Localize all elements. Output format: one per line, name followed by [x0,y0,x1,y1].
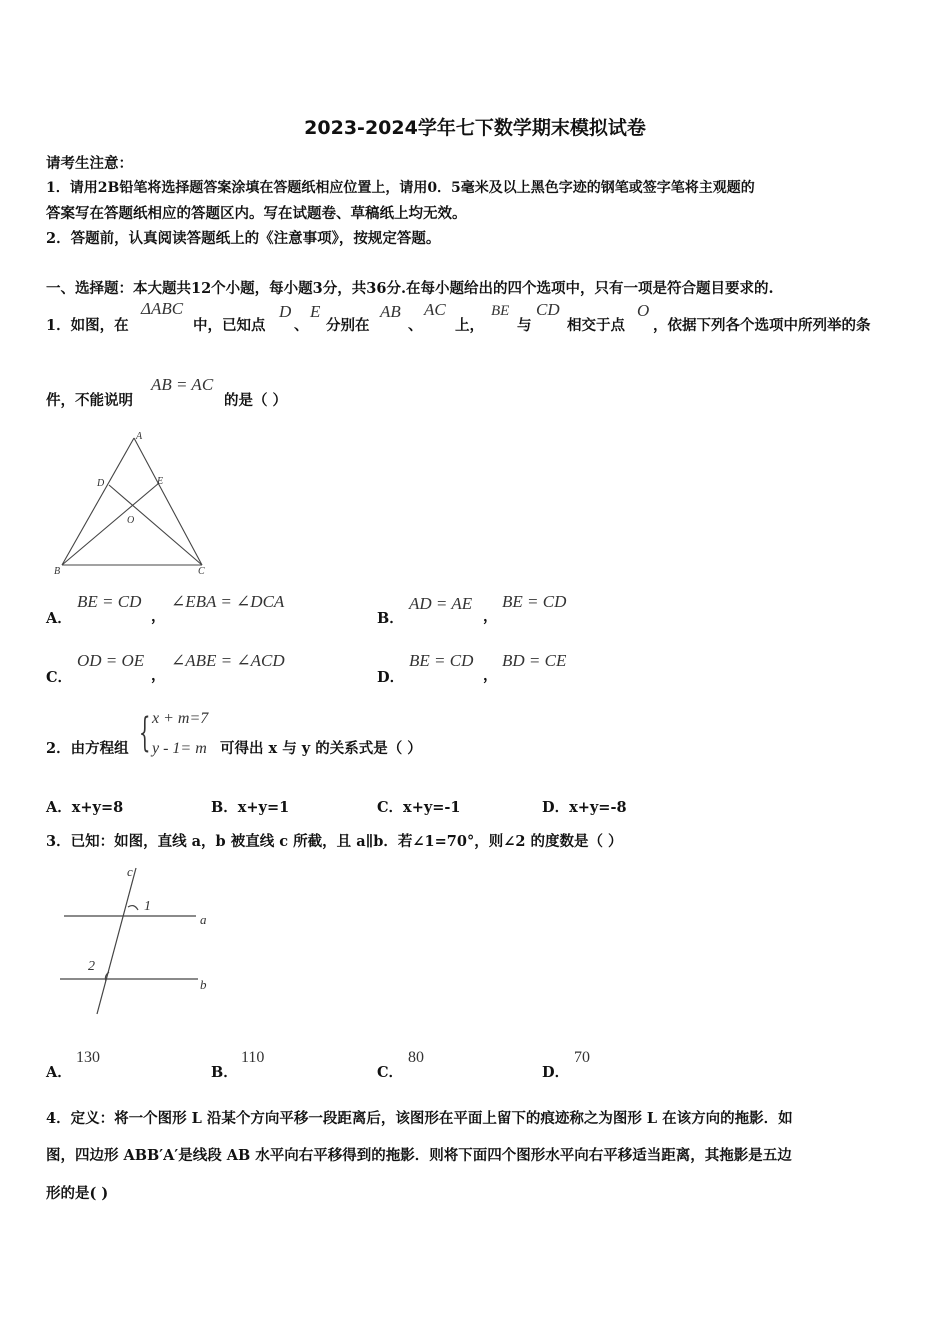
q2-option-d[interactable] [542,796,627,817]
q1-option-c-expr-1: OD = OE [77,651,145,670]
page-title: 2023-2024学年七下数学期末模拟试卷 [304,117,646,139]
q2-option-b[interactable] [211,796,289,817]
q1-option-c-label: C． [46,669,73,686]
q3-option-d-label: D． [542,1064,570,1081]
notice-heading: 请考生注意： [46,155,133,172]
q1-math-be: BE [491,303,510,319]
q2-option-c[interactable] [377,796,461,817]
notice-line-1b: 答案写在答题纸相应的答题区内。写在试题卷、草稿纸上均无效。 [46,205,467,222]
q2-brace: { [139,710,151,756]
q1-text-7: 与 [517,317,532,334]
q1-option-c-sep: ， [151,667,166,684]
q1-math-o: O [637,301,650,320]
q3-option-b-value: 110 [241,1049,265,1066]
q1-triangle-figure [52,428,212,578]
q1-option-b-label: B． [377,610,404,627]
q1-math-triangle: ΔABC [141,299,184,318]
q1-text-3: 、 [294,317,309,334]
q4-line-1: 4．定义：将一个图形 L 沿某个方向平移一段距离后，该图形在平面上留下的痕迹称之为图形 L 在该方向的拖影．如 [46,1110,793,1127]
section-heading: 一、选择题：本大题共12个小题，每小题3分，共36分.在每小题给出的四个选项中，只有一项是符合题目要求的. [46,280,774,297]
q1-math-ac: AC [424,300,446,319]
q3-option-b-label: B． [211,1064,238,1081]
q4-line-3: 形的是( ) [46,1185,109,1202]
q2-option-b-label: B． [211,799,238,816]
q1-fig-label-o: O [127,515,135,526]
q1-option-b-expr-2: BE = CD [502,592,567,611]
q1-fig-label-c: C [198,566,205,577]
q3-option-c-label: C． [377,1064,404,1081]
q1-option-d-sep: ， [483,667,498,684]
q3-parallel-lines-figure [52,860,222,1020]
q2-text-1: 2．由方程组 [46,740,129,757]
notice-line-2: 2．答题前，认真阅读答题纸上的《注意事项》，按规定答题。 [46,230,441,247]
q1-option-a-expr-1: BE = CD [77,592,142,611]
q3-option-d-value: 70 [574,1049,590,1066]
q1-option-d-expr-2: BD = CE [502,651,567,670]
q3-fig-label-b: b [200,977,207,992]
q1-option-d-label: D． [377,669,405,686]
q1-text-6: 上， [455,317,484,334]
q2-equation-1: x + m=7 [152,710,209,727]
q2-option-a-label: A． [46,799,72,816]
q2-option-c-text: x+y=-1 [403,799,461,816]
q3-option-a-value: 130 [76,1049,100,1066]
q1-text-2: 中，已知点 [193,317,266,334]
q1-option-b-expr-1: AD = AE [409,594,473,613]
q1-text-9: ，依据下列各个选项中所列举的条 [653,317,871,334]
q1-math-d: D [279,302,292,321]
q1-option-c-expr-2: ∠ABE = ∠ACD [171,651,285,670]
q1-text-5: 、 [408,317,423,334]
q1-fig-label-e: E [157,476,164,487]
q4-line-2: 图，四边形 ABB′A′是线段 AB 水平向右平移得到的拖影．则将下面四个图形水平向右平移适当距离，其拖影是五边 [46,1147,792,1164]
q2-option-a-text: x+y=8 [71,799,124,816]
q1-option-b-sep: ， [483,608,498,625]
q3-fig-label-1: 1 [144,899,151,914]
q1-fig-label-b: B [54,566,61,577]
q2-option-c-label: C． [377,799,404,816]
q2-text-2: 可得出 x 与 y 的关系式是（ ） [220,740,422,757]
q3-text: 3．已知：如图，直线 a，b 被直线 c 所截，且 a∥b．若∠1=70°，则∠2 的度数是（ ） [46,833,623,850]
q1-option-d-expr-1: BE = CD [409,651,474,670]
q2-option-d-label: D． [542,799,570,816]
q3-fig-label-c: c [127,864,133,879]
q1-fig-label-d: D [97,478,105,489]
q2-option-b-text: x+y=1 [237,799,290,816]
q1-option-a-sep: ， [151,608,166,625]
q1-math-cd: CD [536,300,560,319]
q3-option-a-label: A． [46,1064,72,1081]
q2-equation-2: y - 1= m [152,740,207,757]
q1-math-ab-ac: AB = AC [151,375,214,394]
q1-text-11: 的是（ ） [224,392,288,409]
q2-option-a[interactable] [46,796,123,817]
q3-option-c-value: 80 [408,1049,424,1066]
q1-option-a-expr-2: ∠EBA = ∠DCA [171,592,285,611]
q2-option-d-text: x+y=-8 [569,799,627,816]
q3-fig-label-a: a [200,912,207,927]
q1-text-4: 分别在 [326,317,370,334]
q3-fig-label-2: 2 [88,959,95,974]
q1-fig-label-a: A [136,431,143,442]
q1-option-a-label: A． [46,610,72,627]
q1-math-ab: AB [380,302,401,321]
q1-text-10: 件，不能说明 [46,392,133,409]
q1-math-e: E [310,302,321,321]
q1-text-8: 相交于点 [567,317,625,334]
notice-line-1a: 1．请用2B铅笔将选择题答案涂填在答题纸相应位置上，请用0．5毫米及以上黑色字迹的钢笔或签字笔将主观题的 [46,180,755,196]
q1-text-1: 1．如图，在 [46,317,129,334]
